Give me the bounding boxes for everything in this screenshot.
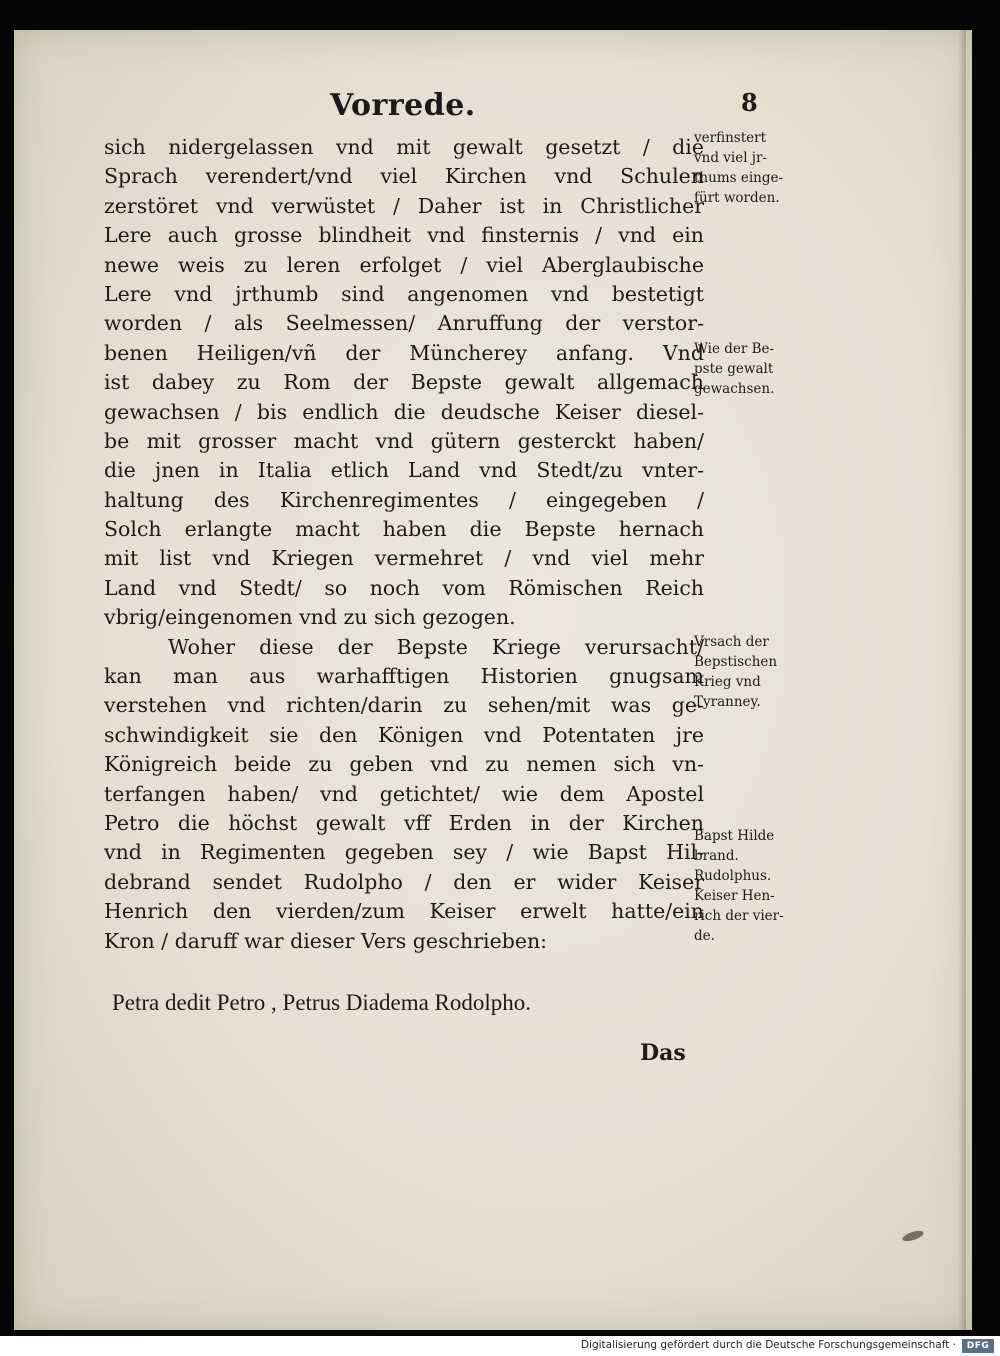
gloss-line: Bapst Hilde	[694, 828, 775, 844]
funding-credit: Digitalisierung gefördert durch die Deutsche Forschungsgemeinschaft ·	[580, 1339, 956, 1351]
text-line: ist dabey zu Rom der Bepste gewalt allgemach	[104, 370, 704, 395]
gloss-line: brand.	[694, 848, 739, 864]
gloss-line: verfinstert	[694, 130, 766, 146]
text-line: kan man aus warhafftigen Historien gnugsam	[104, 664, 704, 689]
text-line: Solch erlangte macht haben die Bepste hernach	[104, 517, 704, 542]
gloss-line: Keiser Hen-	[694, 888, 775, 904]
gloss-line: Wie der Be-	[694, 341, 775, 357]
marginal-gloss	[694, 632, 777, 712]
gloss-line: pste gewalt	[694, 361, 774, 377]
dfg-logo[interactable]: DFG	[962, 1339, 994, 1353]
paragraph-first-line: Woher diese der Bepste Kriege verursacht/	[168, 634, 704, 659]
text-line: newe weis zu leren erfolget / viel Aberglaubische	[104, 252, 704, 277]
page-edge-shadow	[958, 30, 966, 1330]
gloss-line: Vrsach der	[694, 634, 769, 650]
text-line: haltung des Kirchenregimentes / eingegeben /	[104, 487, 704, 512]
text-line: vbrig/eingenomen vnd zu sich gezogen.	[104, 605, 516, 630]
text-line: Kron / daruff war dieser Vers geschrieben:	[104, 928, 548, 953]
latin-verse: Petra dedit Petro , Petrus Diadema Rodolpho.	[112, 990, 532, 1015]
gloss-line: Bepstischen	[694, 654, 778, 670]
gloss-line: Rudolphus.	[694, 868, 772, 884]
text-line: vnd in Regimenten gegeben sey / wie Bapst Hil-	[104, 840, 704, 865]
marginal-gloss	[694, 826, 784, 946]
gloss-line: de.	[694, 928, 715, 944]
gloss-line: rich der vier-	[694, 908, 784, 924]
catchword: Das	[640, 1040, 686, 1066]
text-line: Lere auch grosse blindheit vnd finsternis / vnd ein	[104, 223, 704, 248]
footer-bar	[0, 1336, 1000, 1356]
body-text	[104, 133, 704, 956]
text-line: Petro die höchst gewalt vff Erden in der Kirchen	[104, 810, 704, 835]
text-line: Henrich den vierden/zum Keiser erwelt hatte/ein	[104, 899, 704, 924]
text-line: Land vnd Stedt/ so noch vom Römischen Reich	[104, 575, 704, 600]
text-line: schwindigkeit sie den Königen vnd Potentaten jre	[104, 722, 704, 747]
text-line: zerstöret vnd verwüstet / Daher ist in Christlicher	[104, 193, 704, 218]
page-number: 8	[741, 88, 758, 117]
gloss-line: vnd viel jr-	[694, 150, 767, 166]
text-line: benen Heiligen/vñ der Müncherey anfang. Vnd	[104, 340, 704, 365]
gloss-line: fürt worden.	[694, 190, 780, 206]
text-line: worden / als Seelmessen/ Anruffung der verstor-	[104, 311, 704, 336]
text-line: verstehen vnd richten/darin zu sehen/mit was ge-	[104, 693, 704, 718]
text-line: be mit grosser macht vnd gütern gesterckt haben/	[104, 428, 704, 453]
gloss-line: gewachsen.	[694, 381, 775, 397]
gloss-line: thums einge-	[694, 170, 784, 186]
text-line: gewachsen / bis endlich die deudsche Keiser diesel-	[104, 399, 704, 424]
text-line: debrand sendet Rudolpho / den er wider Keiser	[104, 869, 704, 894]
text-line: terfangen haben/ vnd getichtet/ wie dem Apostel	[104, 781, 704, 806]
gloss-line: Tyranney.	[694, 694, 761, 710]
gloss-line: Krieg vnd	[694, 674, 761, 690]
text-line: die jnen in Italia etlich Land vnd Stedt/zu vnter-	[104, 458, 704, 483]
marginal-gloss	[694, 128, 783, 208]
text-line: Lere vnd jrthumb sind angenomen vnd bestetigt	[104, 281, 704, 306]
text-line: sich nidergelassen vnd mit gewalt gesetzt / die	[104, 135, 704, 159]
text-line: mit list vnd Kriegen vermehret / vnd viel mehr	[104, 546, 704, 571]
text-line: Königreich beide zu geben vnd zu nemen sich vn-	[104, 752, 704, 777]
running-head: Vorrede.	[330, 88, 476, 123]
marginal-gloss	[694, 339, 774, 399]
text-line: Sprach verendert/vnd viel Kirchen vnd Schulen	[104, 164, 704, 189]
